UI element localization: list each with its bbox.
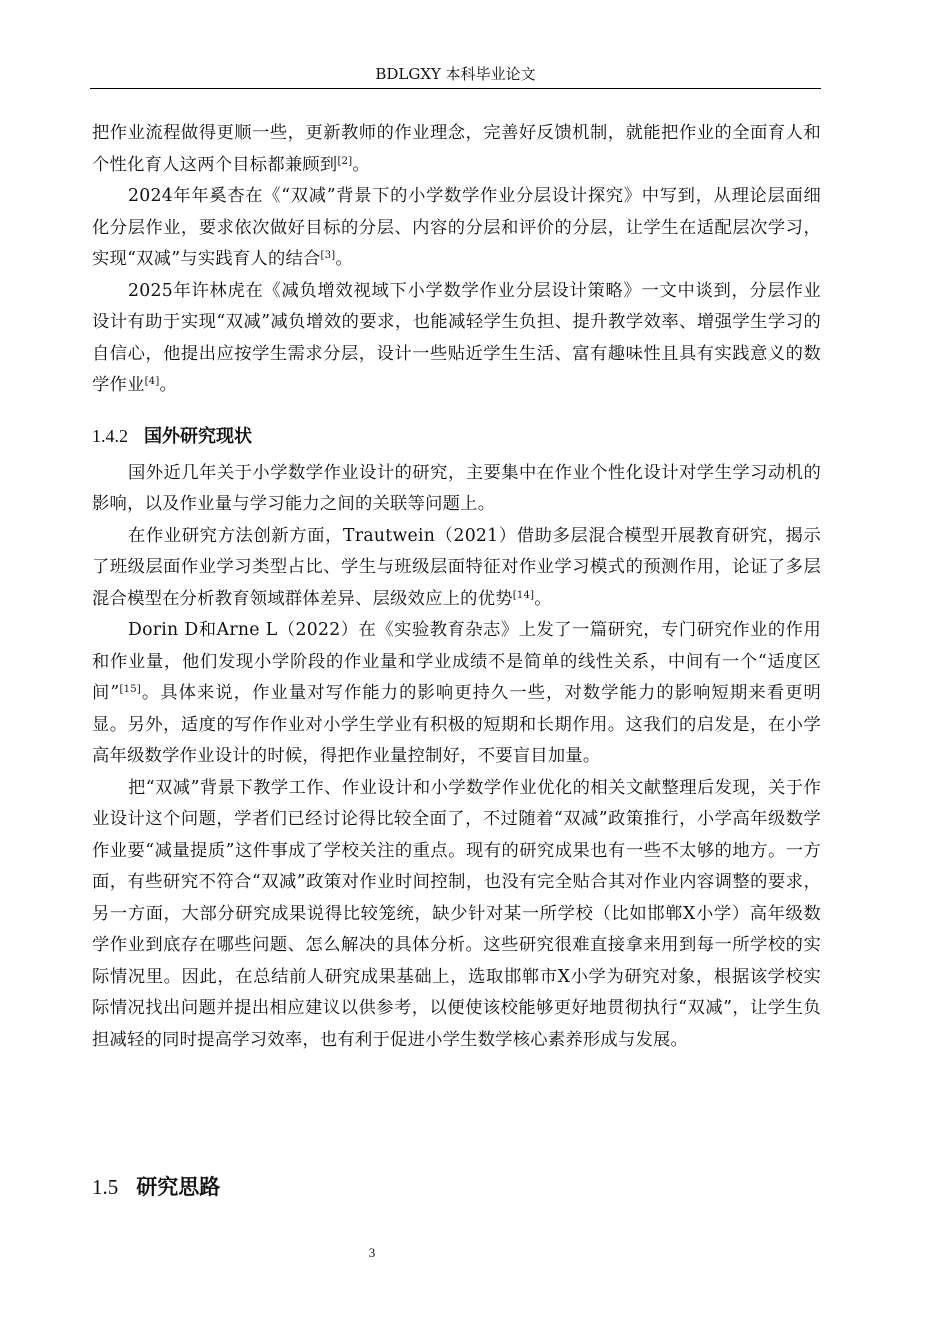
section-title: 研究思路 xyxy=(136,1175,221,1199)
body-text xyxy=(92,118,821,1056)
running-header: BDLGXY 本科毕业论文 xyxy=(90,60,821,89)
section-number: 1.4.2 xyxy=(92,425,128,446)
paragraph-text: Dorin D和Arne L（2022）在《实验教育杂志》上发了一篇研究，专门研究作业的作用和作业量，他们发现小学阶段的作业量和学业成绩不是简单的线性关系，中间有一个“适度区间” xyxy=(92,620,821,703)
section-number: 1.5 xyxy=(92,1175,119,1199)
section-title: 国外研究现状 xyxy=(144,425,252,447)
paragraph-text: 国外近几年关于小学数学作业设计的研究，主要集中在作业个性化设计对学生学习动机的影响，以及作业量与学习能力之间的关联等问题上。 xyxy=(92,462,821,514)
paragraph-text: 把作业流程做得更顺一些，更新教师的作业理念，完善好反馈机制，就能把作业的全面育人和个性化育人这两个目标都兼顾到 xyxy=(92,123,821,175)
paragraph xyxy=(92,458,821,521)
paragraph-text: 把“双减”背景下教学工作、作业设计和小学数学作业优化的相关文献整理后发现，关于作业设计这个问题，学者们已经讨论得比较全面了，不过随着“双减”政策推行，小学高年级数学作业要“减量提质”这件事成了学校关注的重点。现有的研究成果也有一些不太够的地方。一方面，有些研究不符合“双减”政策对作业时间控制，也没有完全贴合其对作业内容调整的要求，另一方面，大部分研究成果说得比较笼统，缺少针对某一所学校（比如邯郸X小学）高年级数学作业到底存在哪些问题、怎么解决的具体分析。这些研究很难直接拿来用到每一所学校的实际情况里。因此，在总结前人研究成果基础上，选取邯郸市X小学为研究对象，根据该学校实际情况找出问题并提出相应建议以供参考，以便使该校能够更好地贯彻执行“双减”，让学生负担减轻的同时提高学习效率，也有利于促进小学生数学核心素养形成与发展。 xyxy=(92,777,821,1050)
paragraph xyxy=(92,615,821,773)
paragraph xyxy=(92,773,821,1057)
page-number: 3 xyxy=(368,1245,376,1260)
section-heading-1-5 xyxy=(92,1170,220,1204)
paragraph-text: 在作业研究方法创新方面，Trautwein（2021）借助多层混合模型开展教育研究，揭示了班级层面作业学习类型占比、学生与班级层面特征对作业学习模式的预测作用，论证了多层混合模型在分析教育领域群体差异、层级效应上的优势 xyxy=(92,525,821,609)
citation-ref: [14] xyxy=(512,589,535,601)
citation-ref: [15] xyxy=(119,684,141,695)
section-heading-1-4-2 xyxy=(92,421,821,452)
paragraph xyxy=(92,521,821,616)
paragraph-tail: 。 xyxy=(159,375,178,395)
paragraph-text: 2025年许林虎在《减负增效视域下小学数学作业分层设计策略》一文中谈到，分层作业设计有助于实现“双减”减负增效的要求，也能减轻学生负担、提升教学效率、增强学生学习的自信心，他提出应按学生需求分层，设计一些贴近学生生活、富有趣味性且具有实践意义的数学作业 xyxy=(92,280,821,395)
paragraph-tail: 。 xyxy=(335,249,354,269)
citation-ref: [3] xyxy=(320,250,336,261)
citation-ref: [4] xyxy=(144,376,160,387)
paragraph xyxy=(92,276,821,402)
paragraph-tail: 。 xyxy=(352,154,370,175)
paragraph-tail: 。 xyxy=(534,588,552,609)
paragraph xyxy=(92,181,821,276)
paragraph-tail: 。具体来说，作业量对写作能力的影响更持久一些，对数学能力的影响短期来看更明显。另外，适度的写作作业对小学生学业有积极的短期和长期作用。这我们的启发是，在小学高年级数学作业设计的时候，得把作业量控制好，不要盲目加量。 xyxy=(92,683,821,766)
citation-ref: [2] xyxy=(337,155,353,167)
paragraph xyxy=(92,118,821,181)
paragraph-text: 2024年年奚杏在《“双减”背景下的小学数学作业分层设计探究》中写到，从理论层面细化分层作业，要求依次做好目标的分层、内容的分层和评价的分层，让学生在适配层次学习，实现“双减”与实践育人的结合 xyxy=(92,186,821,269)
